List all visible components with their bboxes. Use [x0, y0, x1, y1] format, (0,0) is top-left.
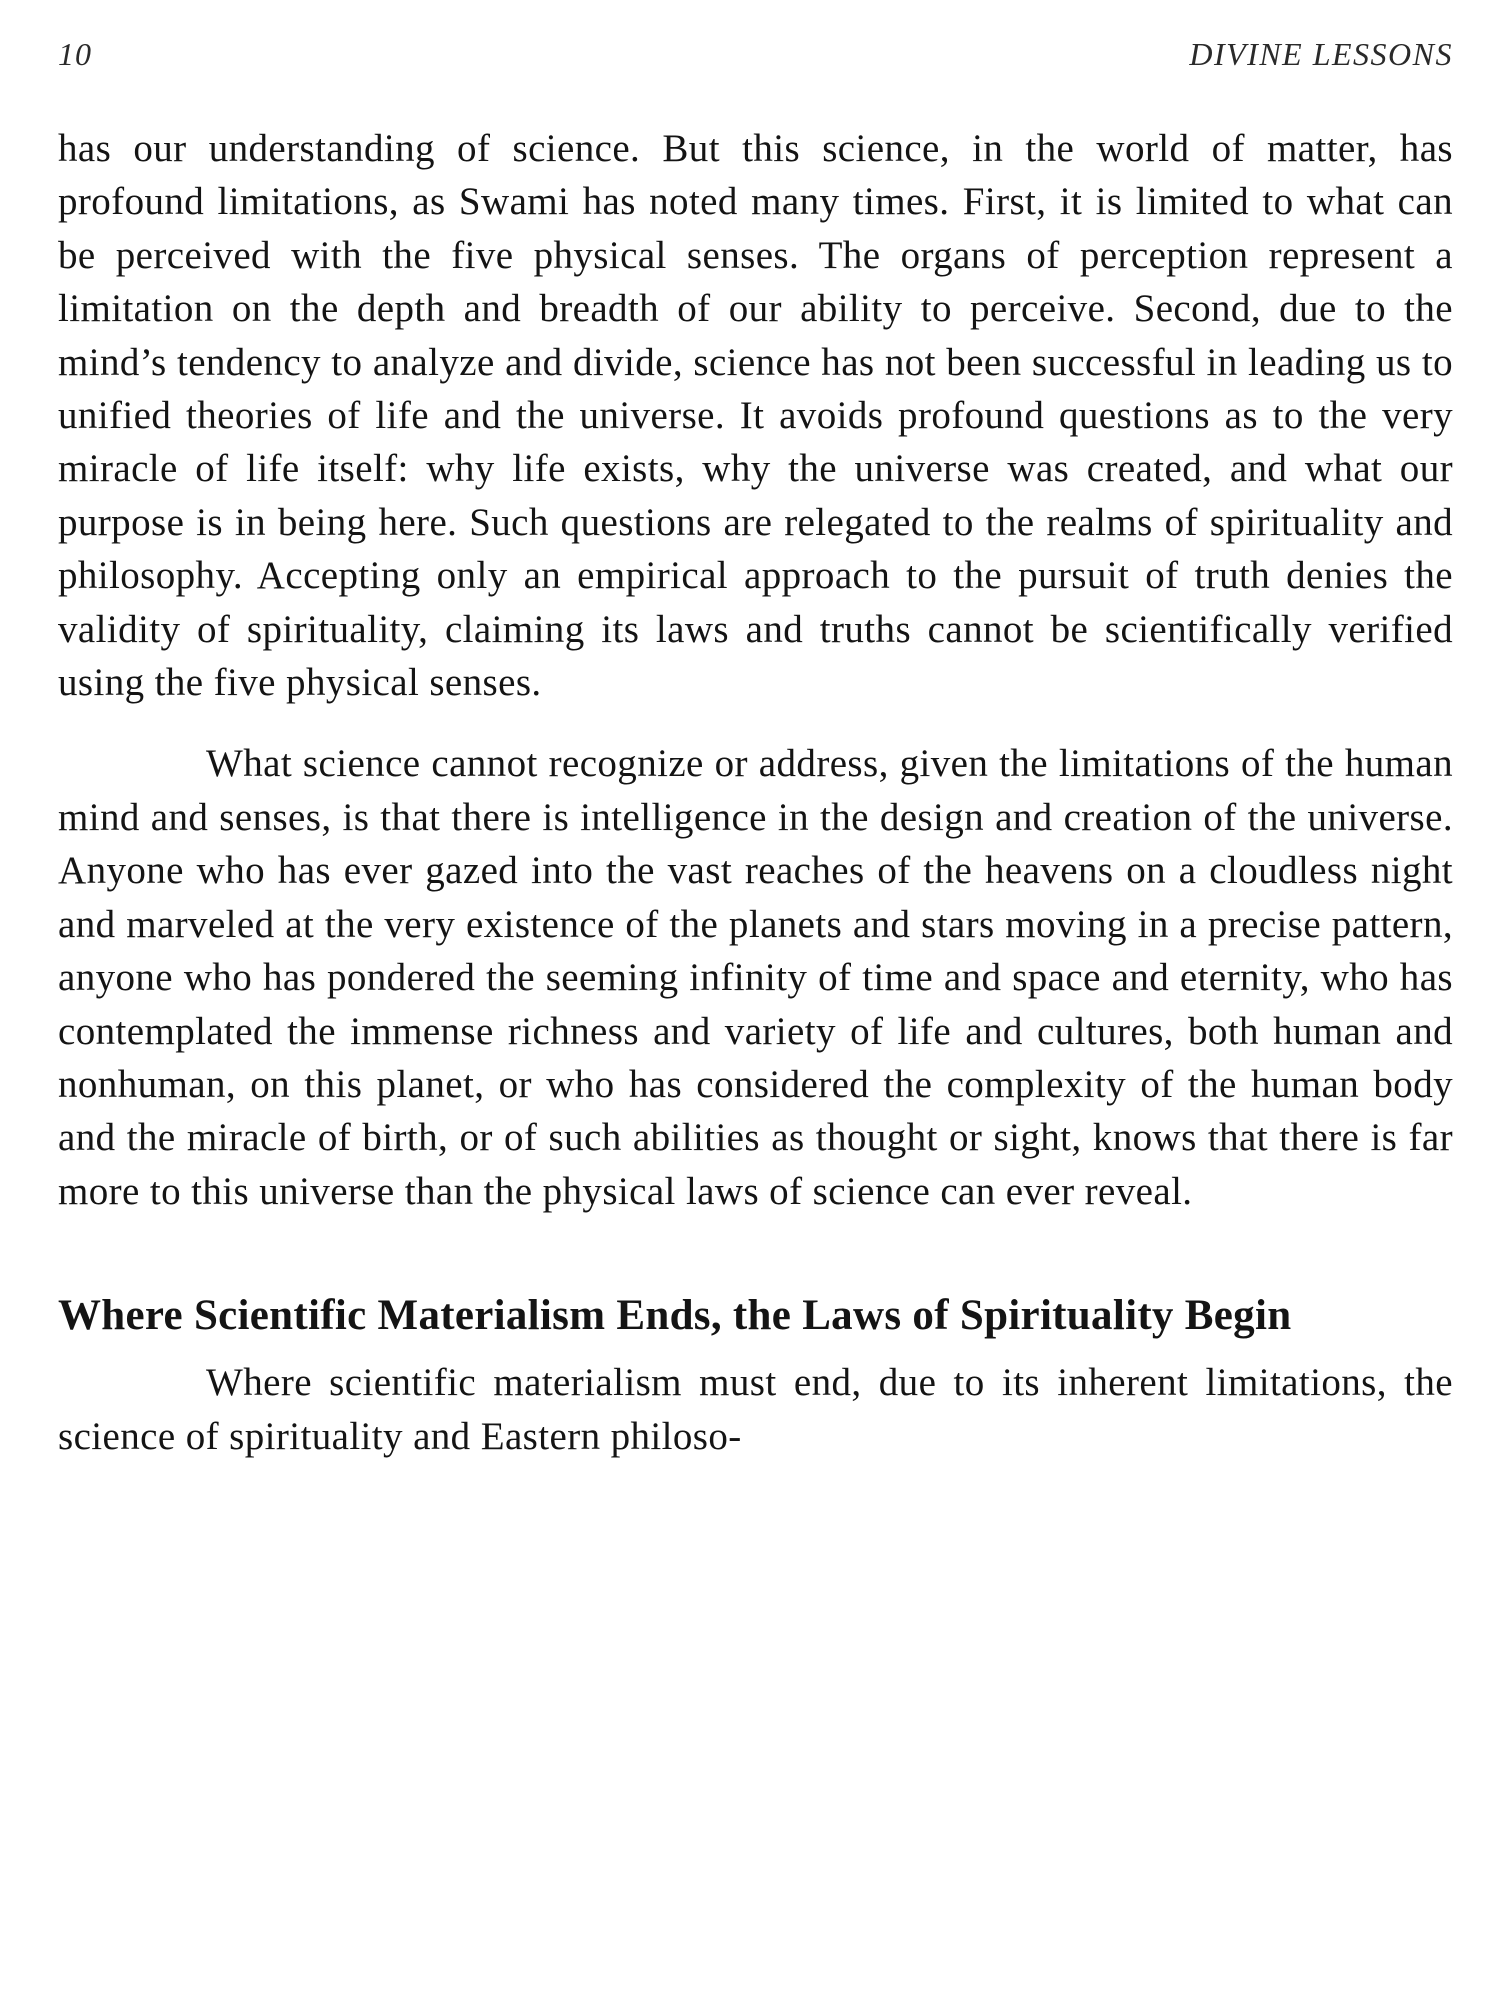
section-heading: Where Scientific Materialism Ends, the Laws of Spirituality Begin [58, 1292, 1292, 1340]
running-header [58, 36, 1453, 80]
paragraph-3: Where scientific materialism must end, due to its inherent limitations, the science of spirituality and Eastern philoso- [58, 1361, 1453, 1458]
paragraph-1: has our understanding of science. But this science, in the world of matter, has profound limitations, as Swami has noted many times. First, it is limited to what can be perceived with the five physical senses. The organs of perception represent a limitation on the depth and breadth of our ability to perceive. Second, due to the mind’s tendency to analyze and divide, science has not been successful in leading us to unified theories of life and the universe. It avoids profound questions as to the very miracle of life itself: why life exists, why the universe was created, and what our purpose is in being here. Such questions are relegated to the realms of spirituality and philosophy. Accepting only an empirical approach to the pursuit of truth denies the validity of spirituality, claiming its laws and truths cannot be scientifically verified using the five physical senses. [58, 127, 1453, 705]
page-number: 10 [58, 36, 92, 72]
body-text [58, 122, 1453, 1463]
paragraph-2: What science cannot recognize or address, given the limitations of the human mind and senses, is that there is intelligence in the design and creation of the universe. Anyone who has ever gazed into the vast reaches of the heavens on a cloudless night and marveled at the very existence of the planets and stars moving in a precise pattern, anyone who has pondered the seeming infinity of time and space and eternity, who has contemplated the immense richness and variety of life and cultures, both human and nonhuman, on this planet, or who has considered the complexity of the human body and the miracle of birth, or of such abilities as thought or sight, knows that there is far more to this universe than the physical laws of science can ever reveal. [58, 742, 1453, 1213]
running-title: DIVINE LESSONS [1189, 36, 1453, 72]
